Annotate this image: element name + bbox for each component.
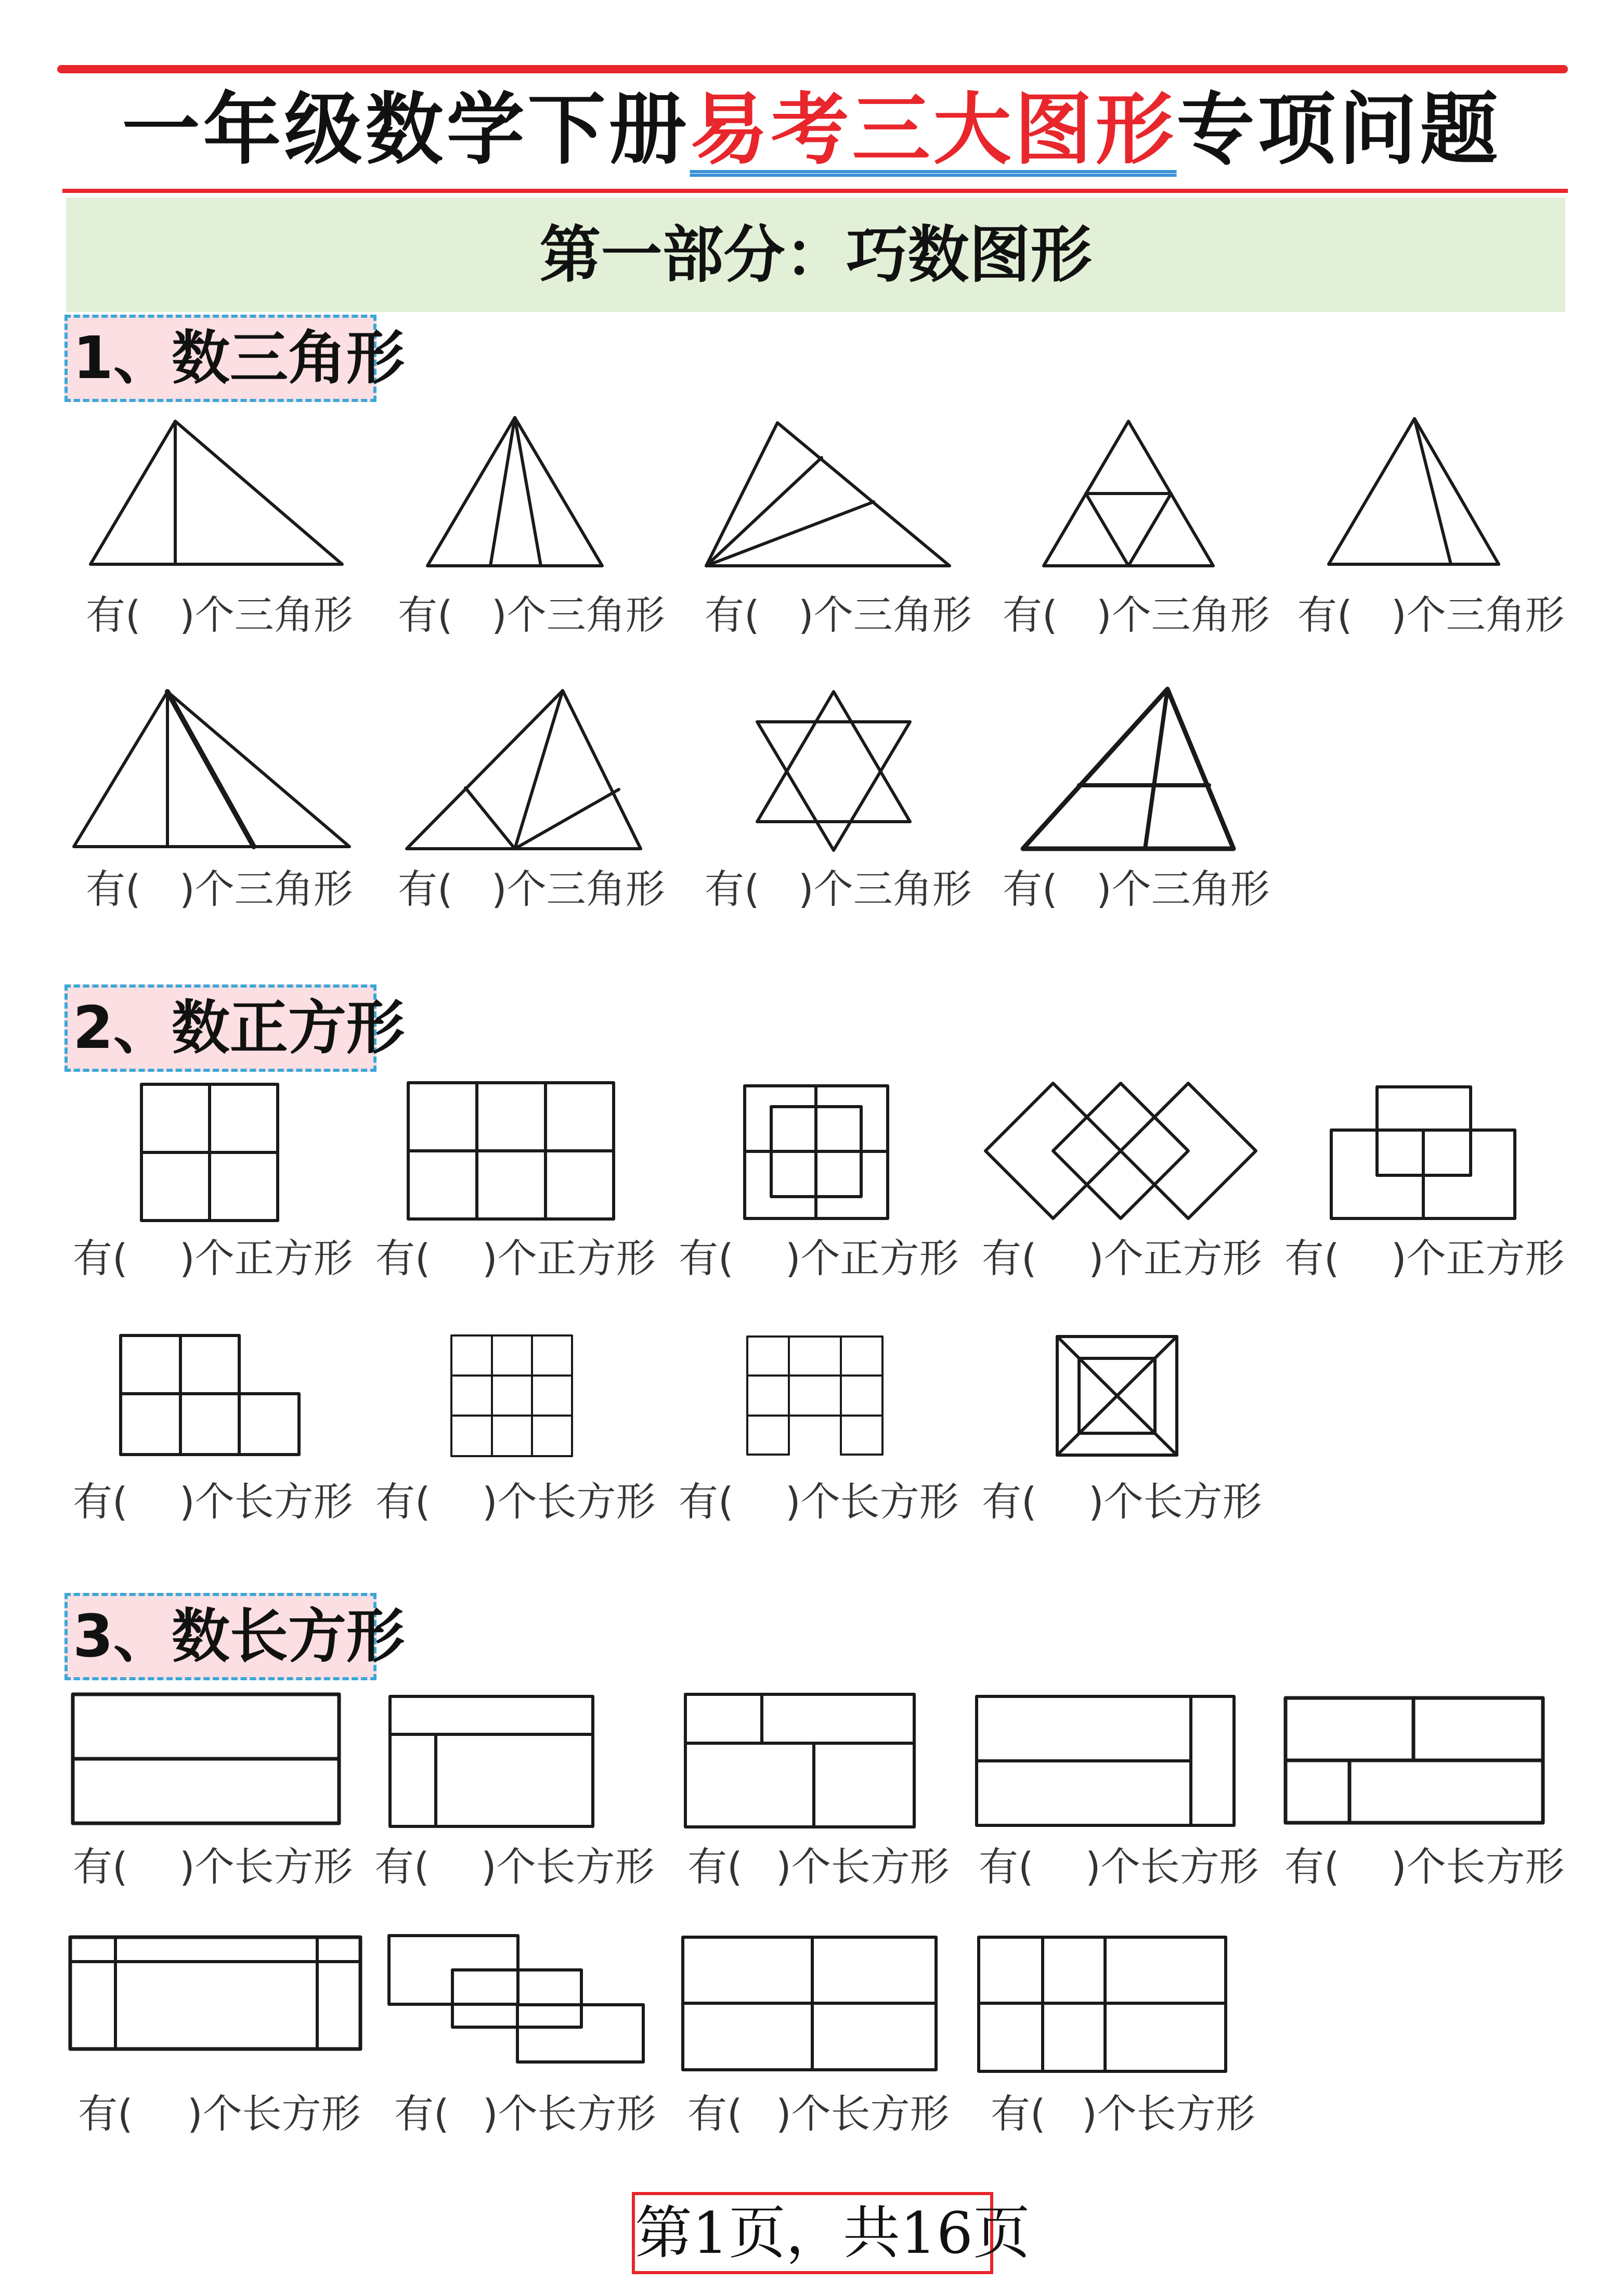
page-number: 第1页，共16页 bbox=[632, 2192, 993, 2274]
answer-caption: 有( )个正方形 bbox=[982, 1235, 1262, 1281]
answer-caption: 有( )个正方形 bbox=[375, 1235, 656, 1281]
answer-caption: 有( )个三角形 bbox=[398, 592, 665, 638]
answer-caption: 有( )个三角形 bbox=[1003, 866, 1270, 912]
answer-caption: 有( )个长方形 bbox=[687, 2091, 950, 2137]
answer-caption: 有( )个长方形 bbox=[375, 1478, 656, 1525]
part-heading: 第一部分：巧数图形 bbox=[66, 198, 1565, 312]
title-highlight: 易考三大图形 bbox=[690, 85, 1177, 175]
answer-caption: 有( )个三角形 bbox=[398, 866, 665, 912]
section-heading-triangles: 1、数三角形 bbox=[64, 315, 376, 402]
answer-caption: 有( )个长方形 bbox=[679, 1478, 959, 1525]
answer-caption: 有( )个三角形 bbox=[705, 592, 972, 638]
answer-caption: 有( )个长方形 bbox=[1284, 1844, 1565, 1890]
answer-caption: 有( )个三角形 bbox=[86, 592, 353, 638]
answer-caption: 有( )个长方形 bbox=[394, 2091, 656, 2137]
answer-caption: 有( )个长方形 bbox=[979, 1844, 1259, 1890]
answer-caption: 有( )个三角形 bbox=[705, 866, 972, 912]
answer-caption: 有( )个长方形 bbox=[73, 1844, 353, 1890]
answer-caption: 有( )个正方形 bbox=[1284, 1235, 1565, 1281]
answer-caption: 有( )个正方形 bbox=[73, 1235, 353, 1281]
section-heading-squares: 2、数正方形 bbox=[64, 984, 376, 1072]
answer-caption: 有( )个三角形 bbox=[1003, 592, 1270, 638]
title-part2: 专项问题 bbox=[1176, 85, 1501, 175]
answer-caption: 有( )个长方形 bbox=[78, 2091, 361, 2137]
answer-caption: 有( )个三角形 bbox=[86, 866, 353, 912]
answer-caption: 有( )个长方形 bbox=[991, 2091, 1255, 2137]
section-heading-rectangles: 3、数长方形 bbox=[64, 1593, 376, 1680]
answer-caption: 有( )个长方形 bbox=[374, 1844, 655, 1890]
answer-caption: 有( )个长方形 bbox=[982, 1478, 1262, 1525]
answer-caption: 有( )个正方形 bbox=[679, 1235, 959, 1281]
answer-caption: 有( )个长方形 bbox=[687, 1844, 950, 1890]
title-part1: 一年级数学下册 bbox=[122, 85, 690, 175]
answer-caption: 有( )个三角形 bbox=[1297, 592, 1565, 638]
answer-caption: 有( )个长方形 bbox=[73, 1478, 353, 1525]
